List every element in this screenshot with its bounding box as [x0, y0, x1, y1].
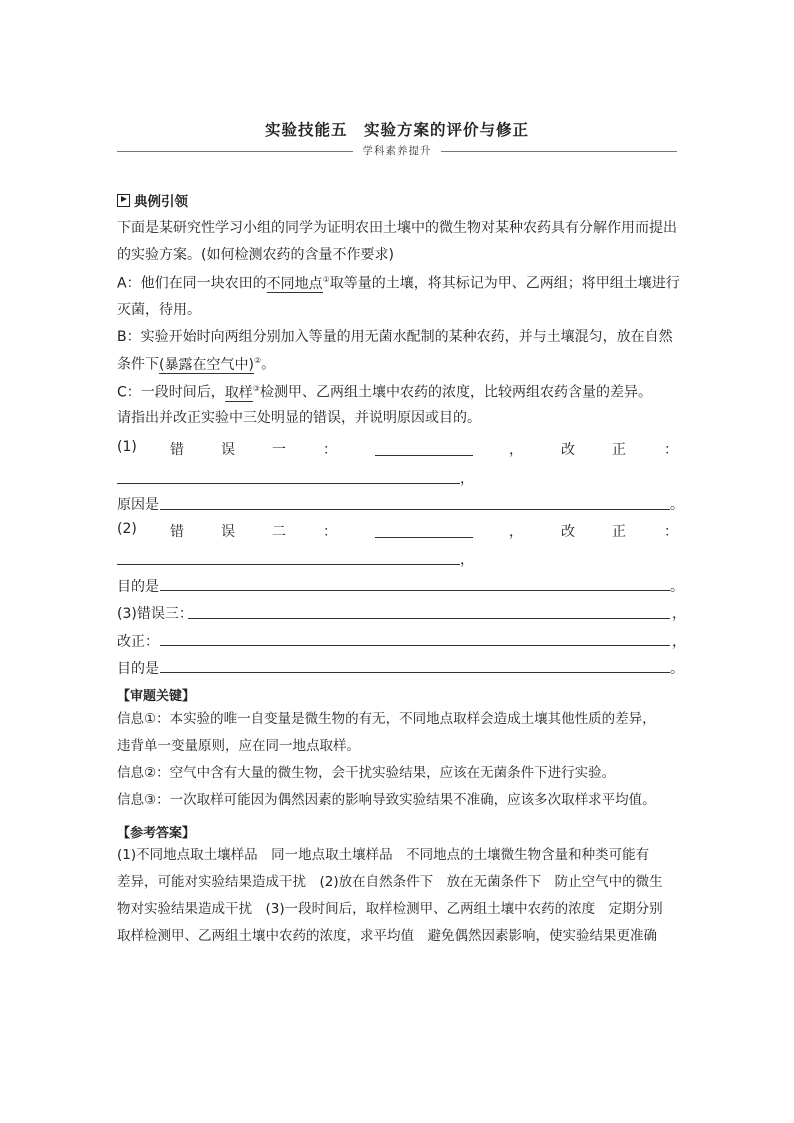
info-line-4: 信息③：一次取样可能因为偶然因素的影响导致实验结果不准确，应该多次取样求平均值。 — [117, 792, 656, 808]
step-c-text-1: C：一段时间后， — [117, 384, 225, 401]
intro-line-2: 的实验方案。(如何检测农药的含量不作要求) — [117, 247, 394, 263]
q2-fix-blank[interactable] — [117, 564, 460, 565]
marker-3: ③ — [252, 384, 260, 393]
q2-number: (2) — [117, 521, 137, 537]
subtitle: 学科素养提升 — [362, 145, 432, 157]
q1-word-wu: 误 — [221, 442, 235, 458]
marker-2: ② — [253, 356, 262, 365]
q2-colon-2: ： — [664, 524, 678, 540]
info-line-3: 信息②：空气中含有大量的微生物，会干扰实验结果，应该在无菌条件下进行实验。 — [117, 765, 616, 781]
section-heading — [117, 190, 188, 210]
marker-1: ① — [322, 275, 330, 284]
q1-word-cuo: 错 — [170, 442, 184, 458]
step-c-text-2: 检测甲、乙两组土壤中农药的浓度，比较两组农药含量的差异。 — [259, 384, 652, 401]
q3-fix-blank[interactable] — [160, 645, 670, 646]
step-a-underlined: 不同地点 — [266, 275, 323, 292]
q3-error-blank[interactable] — [188, 618, 670, 619]
section-heading-text: 典例引领 — [134, 194, 188, 210]
answer-line-2: 差异，可能对实验结果造成干扰 (2)放在自然条件下 放在无菌条件下 防止空气中的微生 — [117, 874, 663, 890]
q2-word-cuo: 错 — [170, 524, 184, 540]
q3-end-1: ， — [672, 606, 686, 622]
q3-fix-label: 改正： — [117, 634, 159, 650]
q3-end-2: ， — [672, 634, 686, 650]
page-title: 实验技能五 实验方案的评价与修正 — [264, 121, 529, 139]
q1-colon: ： — [323, 442, 337, 458]
key-heading: 【审题关键】 — [117, 689, 196, 704]
step-b-line-1: B：实验开始时向两组分别加入等量的用无菌水配制的某种农药，并与土壤混匀，放在自然 — [117, 329, 673, 345]
step-c-underlined: 取样 — [224, 384, 253, 401]
q2-purpose-end: 。 — [670, 579, 684, 595]
answer-line-4: 取样检测甲、乙两组土壤中农药的浓度，求平均值 避免偶然因素影响，使实验结果更准确 — [117, 928, 657, 944]
q1-reason-label: 原因是 — [117, 497, 159, 513]
intro-line-1: 下面是某研究性学习小组的同学为证明农田土壤中的微生物对某种农药具有分解作用而提出 — [117, 220, 677, 236]
q2-word-er: 二 — [272, 524, 286, 540]
answer-line-3: 物对实验结果造成干扰 (3)一段时间后，取样检测甲、乙两组土壤中农药的浓度 定期分别 — [117, 901, 663, 917]
step-c-line — [117, 385, 652, 400]
q2-purpose-label: 目的是 — [117, 579, 159, 595]
step-a-text-2: 取等量的土壤，将其标记为甲、乙两组；将甲组土壤进行 — [329, 275, 680, 292]
q1-error-blank[interactable] — [375, 455, 473, 456]
info-line-1: 信息①：本实验的唯一自变量是微生物的有无，不同地点取样会造成土壤其他性质的差异， — [117, 711, 656, 727]
step-a-line-1 — [117, 276, 680, 291]
q1-colon-2: ： — [664, 442, 678, 458]
step-a-text-1: A：他们在同一块农田的 — [117, 275, 267, 292]
q2-colon: ： — [323, 524, 337, 540]
step-b-line-2 — [117, 357, 275, 372]
q2-comma: ， — [509, 524, 523, 540]
q2-fix-end: ， — [460, 552, 474, 568]
q2-word-gai: 改 — [561, 524, 575, 540]
q3-purpose-blank[interactable] — [160, 672, 670, 673]
q1-word-yi: 一 — [272, 442, 286, 458]
q3-purpose-label: 目的是 — [117, 661, 159, 677]
step-a-line-2: 灭菌，待用。 — [117, 302, 201, 318]
prompt-line: 请指出并改正实验中三处明显的错误，并说明原因或目的。 — [117, 410, 481, 426]
q1-word-zheng: 正 — [612, 442, 626, 458]
q1-reason-blank[interactable] — [160, 509, 670, 510]
q1-comma: ， — [509, 442, 523, 458]
info-line-2: 违背单一变量原则，应在同一地点取样。 — [117, 738, 360, 754]
q2-error-blank[interactable] — [375, 537, 473, 538]
q2-word-zheng: 正 — [612, 524, 626, 540]
q1-word-gai: 改 — [561, 442, 575, 458]
step-b-end: 。 — [261, 356, 276, 373]
q1-reason-end: 。 — [670, 497, 684, 513]
step-b-text-1: 条件下 — [117, 356, 159, 373]
answer-heading: 【参考答案】 — [117, 826, 196, 841]
q3-label: (3)错误三： — [117, 606, 193, 622]
q2-word-wu: 误 — [221, 524, 235, 540]
q1-fix-blank[interactable] — [117, 483, 460, 484]
play-icon — [117, 194, 130, 207]
answer-line-1: (1)不同地点取土壤样品 同一地点取土壤样品 不同地点的土壤微生物含量和种类可能有 — [117, 847, 650, 863]
q2-purpose-blank[interactable] — [160, 590, 670, 591]
q1-number: (1) — [117, 439, 137, 455]
step-b-underlined: (暴露在空气中) — [159, 356, 254, 373]
q3-end-3: 。 — [670, 661, 684, 677]
q1-fix-end: ， — [460, 471, 474, 487]
